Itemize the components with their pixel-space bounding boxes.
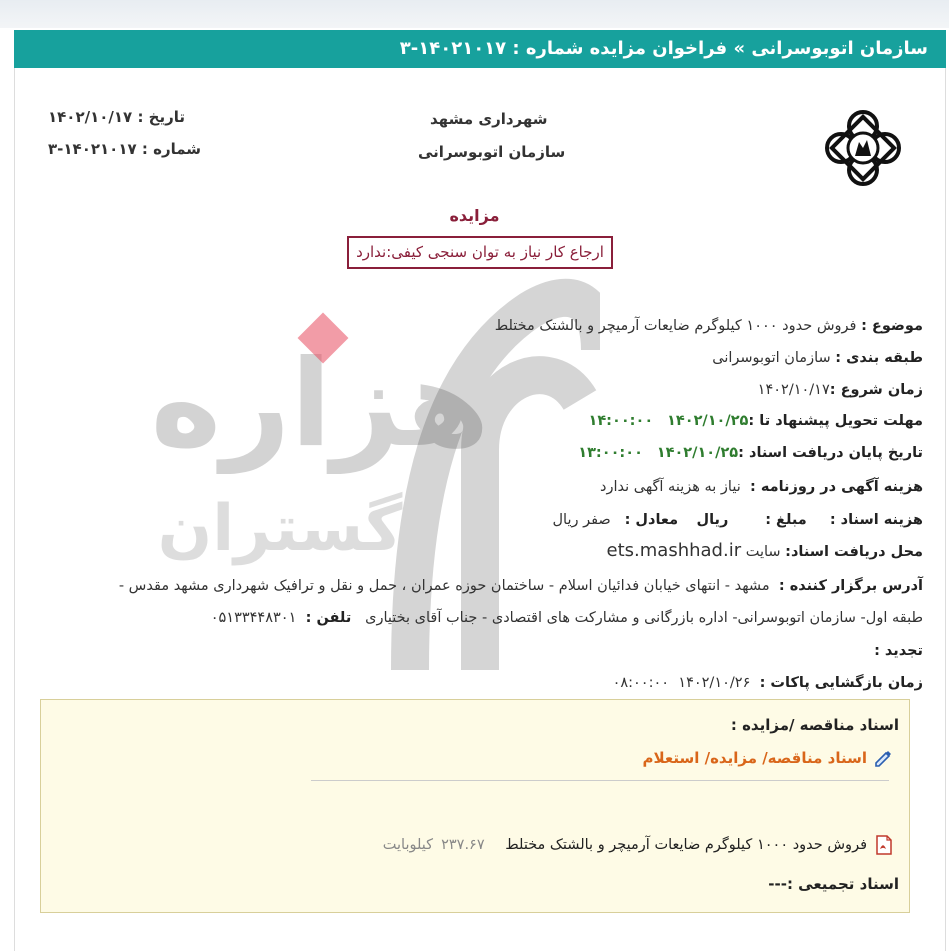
address-line2: طبقه اول- سازمان اتوبوسرانی- اداره بازرگانی و مشارکت های اقتصادی - جناب آقای بختیاری (365, 610, 923, 626)
subject-label: موضوع : (861, 318, 923, 334)
notice-title-bar (14, 30, 946, 68)
subject-value: فروش حدود ۱۰۰۰ کیلوگرم ضایعات آرمیچر و بالشتک مختلط (494, 318, 857, 334)
documents-link-label[interactable]: اسناد مناقصه/ مزایده/ استعلام (642, 749, 867, 767)
detail-start (758, 379, 923, 401)
detail-renewal (874, 640, 923, 662)
ad-cost-label: هزینه آگهی در روزنامه : (749, 479, 923, 495)
document-file-name[interactable]: فروش حدود ۱۰۰۰ کیلوگرم ضایعات آرمیچر و بالشتک مختلط (505, 837, 867, 853)
detail-doc-cost (553, 509, 924, 531)
address-line1: مشهد - انتهای خیابان فدائیان اسلام - ساختمان حوزه عمران ، حمل و نقل و ترافیک شهرداری مشهد مقدس - (118, 578, 770, 594)
detail-deadline (588, 410, 923, 432)
doc-place-site: ets.mashhad.ir (606, 540, 742, 561)
doc-cost-equiv-value: صفر ریال (552, 512, 611, 528)
number-value: ۱۴۰۲۱۰۱۷-۳ (48, 140, 137, 158)
date-label: تاریخ : (137, 108, 186, 126)
quality-assessment-note: ارجاع کار نیاز به توان سنجی کیفی:ندارد (347, 236, 613, 269)
org-municipality: شهرداری مشهد (430, 110, 548, 128)
detail-ad-cost (600, 476, 923, 498)
doc-cost-equiv-label: معادل : (624, 512, 679, 528)
opening-label: زمان بازگشایی پاکات : (759, 675, 923, 691)
address-label: آدرس برگزار کننده : (778, 578, 923, 594)
auction-title: مزایده (449, 206, 500, 225)
start-label: زمان شروع : (829, 382, 923, 398)
cumulative-docs (768, 875, 899, 893)
phone-label: تلفن : (305, 610, 352, 626)
document-file-size: ۲۳۷.۶۷ (441, 837, 485, 853)
edit-pencil-icon (873, 748, 893, 768)
opening-time: ۰۸:۰۰:۰۰ (612, 675, 670, 691)
notice-title: سازمان اتوبوسرانی » فراخوان مزایده شماره : ۱۴۰۲۱۰۱۷-۳ (399, 38, 928, 59)
doc-cost-amount-unit: ریال (696, 512, 729, 528)
doc-place-label: محل دریافت اسناد: (785, 544, 923, 560)
docs-end-date: ۱۴۰۲/۱۰/۲۵ (656, 445, 739, 461)
documents-divider (311, 780, 889, 781)
docs-end-label: تاریخ پایان دریافت اسناد : (738, 445, 923, 461)
document-file-size-unit: کیلوبایت (382, 837, 434, 853)
detail-address-cont (211, 607, 923, 629)
deadline-label: مهلت تحویل پیشنهاد تا : (748, 413, 923, 429)
docs-end-time: ۱۳:۰۰:۰۰ (578, 445, 643, 461)
header-number (48, 140, 201, 158)
number-label: شماره : (141, 140, 202, 158)
deadline-date: ۱۴۰۲/۱۰/۲۵ (667, 413, 749, 429)
detail-category (712, 347, 923, 369)
detail-doc-place (607, 540, 923, 563)
documents-link[interactable] (643, 748, 894, 768)
org-bus-company: سازمان اتوبوسرانی (418, 143, 566, 161)
phone-value: ۰۵۱۳۳۴۴۸۳۰۱ (210, 610, 297, 626)
cumulative-value: --- (768, 875, 787, 893)
doc-cost-label: هزینه اسناد : (829, 512, 923, 528)
opening-date: ۱۴۰۲/۱۰/۲۶ (678, 675, 751, 691)
deadline-time: ۱۴:۰۰:۰۰ (588, 413, 654, 429)
document-file-row[interactable] (383, 835, 893, 855)
mashhad-emblem-icon (815, 102, 911, 196)
documents-section-label: اسناد مناقصه /مزایده : (730, 716, 899, 734)
detail-docs-end (578, 442, 923, 464)
pdf-file-icon (875, 835, 893, 855)
detail-subject (495, 315, 923, 337)
browser-top-strip (0, 0, 949, 28)
doc-place-value: سایت (745, 544, 781, 560)
category-value: سازمان اتوبوسرانی (712, 350, 831, 366)
documents-panel (40, 699, 910, 913)
category-label: طبقه بندی : (835, 350, 923, 366)
renewal-label: تجدید : (874, 643, 923, 659)
doc-cost-amount-label: مبلغ : (765, 512, 807, 528)
start-value: ۱۴۰۲/۱۰/۱۷ (757, 382, 830, 398)
header-date (48, 108, 185, 126)
cumulative-label: اسناد تجمیعی : (786, 875, 899, 893)
detail-address (119, 575, 923, 597)
ad-cost-value: نیاز به هزینه آگهی ندارد (600, 479, 741, 495)
detail-opening (613, 672, 923, 694)
date-value: ۱۴۰۲/۱۰/۱۷ (48, 108, 133, 126)
